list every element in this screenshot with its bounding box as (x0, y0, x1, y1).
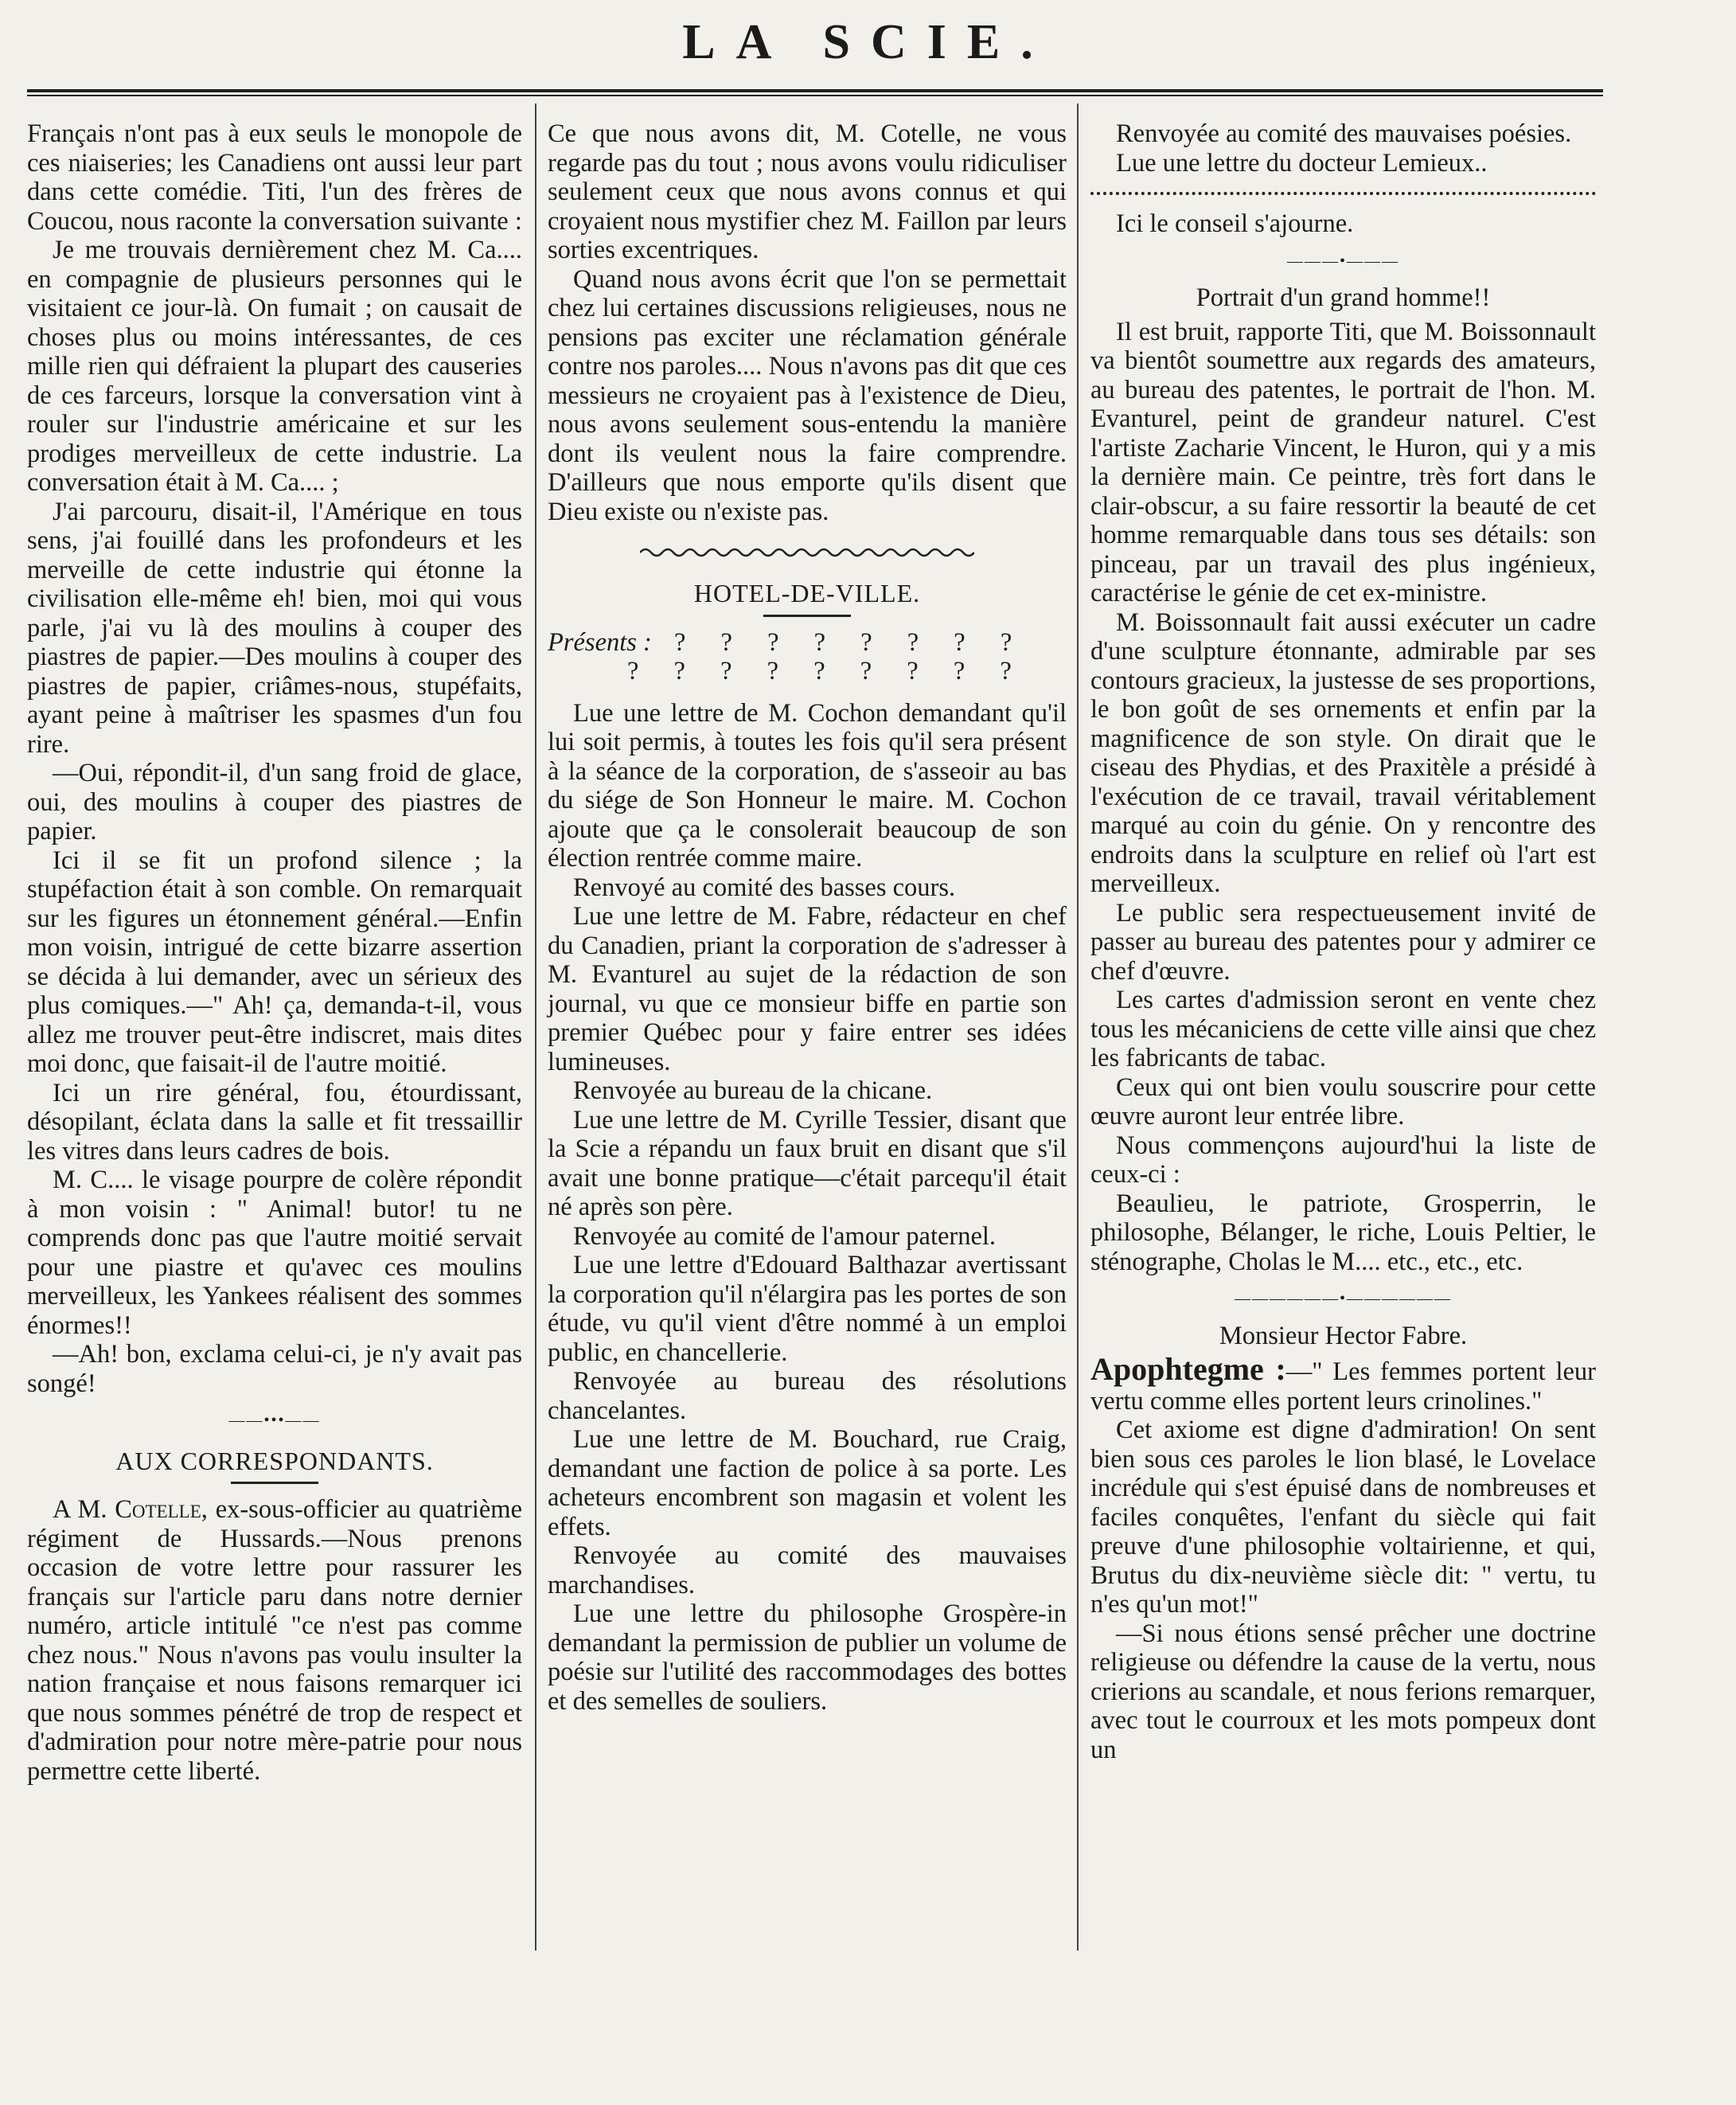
paragraph: Les cartes d'admission seront en vente chez tous les mécaniciens de cette ville ainsi que chez les fabricants de tabac. (1090, 986, 1596, 1072)
section-heading: Portrait d'un grand homme!! (1196, 283, 1491, 312)
paragraph: —Ah! bon, exclama celui-ci, je n'y avait pas songé! (27, 1340, 522, 1398)
presents-line: ? ? ? ? ? ? ? ? ? (627, 657, 1026, 685)
section-heading: Monsieur Hector Fabre. (1219, 1321, 1468, 1350)
paragraph: J'ai parcouru, disait-il, l'Amérique en tous sens, j'ai fouillé dans les profondeurs et les merveille de cette industrie qui étonne la civilisation elle-même eh! bien, moi qui vous parle, j'ai vu là des moulins à couper des piastres de papier.—Des moulins à couper des piastres de papier, criâmes-nous, stupéfaits, ayant peine à maîtriser les spasmes d'un fou rire. (27, 497, 522, 759)
wavy-divider (640, 545, 974, 560)
paragraph: Ceux qui ont bien voulu souscrire pour cette œuvre auront leur entrée libre. (1090, 1072, 1596, 1131)
ornament-divider: ———•——— (1286, 252, 1399, 270)
masthead-title: LA SCIE. (682, 15, 1054, 69)
paragraph: Renvoyée au bureau de la chicane. (573, 1076, 933, 1105)
paragraph: Ce que nous avons dit, M. Cotelle, ne vous regarde pas du tout ; nous avons voulu ridiculiser seulement ceux que nous avons connus et qui croyaient nous mystifier chez M. Faillon par leurs sorties excentriques. (548, 119, 1067, 264)
section-heading: HOTEL-DE-VILLE. (693, 579, 921, 607)
paragraph: Renvoyée au comité des mauvaises marchandises. (548, 1541, 1067, 1599)
paragraph: Ici le conseil s'ajourne. (1116, 209, 1354, 238)
paragraph: Lue une lettre du docteur Lemieux.. (1116, 148, 1488, 178)
paragraph: Lue une lettre de M. Bouchard, rue Craig, demandant une faction de police à sa porte. Les acheteurs encombrent son magasin et volent les effets. (548, 1425, 1067, 1541)
paragraph: Français n'ont pas à eux seuls le monopole de ces niaiseries; les Canadiens ont aussi leur part dans cette comédie. Titi, l'un des frères de Coucou, nous raconte la conversation suivante : (27, 119, 522, 236)
paragraph: —Oui, répondit-il, d'un sang froid de glace, oui, des moulins à couper des piastres de papier. (27, 759, 522, 846)
ornament-divider: ——•••—— (228, 1412, 321, 1429)
paragraph: Cet axiome est digne d'admiration! On sent bien sous ces paroles le lion blasé, le Lovelace incrédule qui s'est épuisé dans de nombreuses et faciles conquêtes, l'enfant du siècle qui fait preuve d'une philosophie voltairienne, et qui, Brutus du dix-neuvième siècle dit: " vertu, tu n'es qu'un mot!" (1090, 1416, 1596, 1619)
paragraph: Je me trouvais dernièrement chez M. Ca.... en compagnie de plusieurs personnes qui le visitaient ce jour-là. On fumait ; on causait de choses plus ou moins intéressantes, de ces mille rien qui défraient la plupart des causeries de ces farceurs, lorsque la conversation vint à rouler sur l'industrie américaine et sur les prodiges merveilleux de cette industrie. La conversation était à M. Ca.... ; (27, 236, 522, 497)
paragraph: Renvoyé au comité des basses cours. (573, 873, 956, 902)
dotted-rule (1090, 192, 1596, 195)
paragraph: Lue une lettre de M. Fabre, rédacteur en chef du Canadien, priant la corporation de s'adresser à M. Evanturel au sujet de la rédaction de son journal, vu que ce monsieur biffe en partie son premier Québec pour y faire entrer ses idées lumineuses. (548, 902, 1067, 1076)
paragraph: A M. Cotelle, ex-sous-officier au quatrième régiment de Hussards.—Nous prenons occasion de votre lettre pour rassurer les français sur l'article paru dans notre dernier numéro, article intitulé "ce n'est pas comme chez nous." Nous n'avons pas voulu insulter la nation française et nous faisons remarquer ici que nous sommes pénétré de trop de respect et d'admiration pour notre mère-patrie pour nous permettre cette liberté. (27, 1495, 522, 1786)
section-heading: AUX CORRESPONDANTS. (115, 1446, 434, 1475)
paragraph: Ici un rire général, fou, étourdissant, désopilant, éclata dans la salle et fit tressaillir les vitres dans leurs cadres de bois. (27, 1078, 522, 1166)
short-rule (231, 1482, 318, 1484)
paragraph: Lue une lettre de M. Cyrille Tessier, disant que la Scie a répandu un faux bruit en disant que s'il avait une bonne pratique—c'était parcequ'il était né après son père. (548, 1105, 1067, 1221)
masthead-rule (27, 89, 1603, 96)
addressee-name: A M. Cotelle, (53, 1495, 208, 1524)
paragraph: M. C.... le visage pourpre de colère répondit à mon voisin : " Animal! butor! tu ne comprends donc pas que l'autre moitié servait pour une piastre et qu'avec ces moulins merveilleux, les Yankees réalisent des sommes énormes!! (27, 1166, 522, 1340)
paragraph: Il est bruit, rapporte Titi, que M. Boissonnault va bientôt soumettre aux regards des amateurs, au bureau des patentes, le portrait de l'hon. M. Evanturel, peint de grandeur naturel. C'est l'artiste Zacharie Vincent, le Huron, qui y a mis la dernière main. Ce peintre, très fort dans le clair-obscur, a su faire ressortir la beauté de cet homme remarquable dans tous ses détails: son pinceau, par un travail des plus ingénieux, caractérise le génie de cet ex-ministre. (1090, 317, 1596, 607)
column-divider (1077, 103, 1079, 1951)
column-2 (548, 119, 1067, 1716)
paragraph: Lue une lettre d'Edouard Balthazar avertissant la corporation qu'il n'élargira pas les portes de son étude, vu qu'il vient d'être nommé à un emploi public, en chancellerie. (548, 1251, 1067, 1367)
paragraph: Renvoyée au bureau des résolutions chancelantes. (548, 1367, 1067, 1425)
lead-word: Apophtegme : (1090, 1351, 1286, 1387)
presents-line: Présents : ? ? ? ? ? ? ? ? (548, 627, 1027, 657)
paragraph: Renvoyée au comité de l'amour paternel. (573, 1221, 997, 1251)
presents-label: Présents : (548, 627, 652, 657)
paragraph: Nous commençons aujourd'hui la liste de ceux-ci : (1090, 1131, 1596, 1189)
paragraph: Lue une lettre du philosophe Grospère-in demandant la permission de publier un volume de poésie sur l'utilité des raccommodages des bottes et des semelles de souliers. (548, 1599, 1067, 1716)
paragraph: Beaulieu, le patriote, Grosperrin, le philosophe, Bélanger, le riche, Louis Peltier, le sténographe, Cholas le M.... etc., etc., etc. (1090, 1189, 1596, 1276)
short-rule (763, 615, 851, 617)
paragraph: Lue une lettre de M. Cochon demandant qu'il lui soit permis, à toutes les fois qu'il sera présent à la séance de la corporation, de s'asseoir au bas du siége de Son Honneur le maire. M. Cochon ajoute que ça le consolerait beaucoup de son élection rentrée comme maire. (548, 698, 1067, 873)
paragraph: M. Boissonnault fait aussi exécuter un cadre d'une sculpture étonnante, admirable par ses contours gracieux, la justesse de ses proportions, le bon goût de ses ornements et enfin par la magnificence de son style. On dirait que le ciseau des Phydias, et des Praxitèle a présidé à l'exécution de ce travail, travail véritablement marqué au coin du génie. On y rencontre des endroits dans la sculpture en relief où l'art est merveilleux. (1090, 607, 1596, 898)
paragraph: Le public sera respectueusement invité de passer au bureau des patentes pour y admirer ce chef d'œuvre. (1090, 898, 1596, 986)
paragraph: Quand nous avons écrit que l'on se permettait chez lui certaines discussions religieuses, nous ne pensions pas exciter une réclamation générale contre nos paroles.... Nous n'avons pas dit que ces messieurs ne croyaient pas à l'existence de Dieu, nous avons seulement sous-entendu la manière dont ils veulent nous la faire comprendre. D'ailleurs que nous emporte qu'ils disent que Dieu existe ou n'existe pas. (548, 264, 1067, 526)
paragraph: Renvoyée au comité des mauvaises poésies. (1116, 119, 1572, 148)
column-1 (27, 119, 522, 1786)
paragraph: Ici il se fit un profond silence ; la stupéfaction était à son comble. On remarquait sur les figures un étonnement général.—Enfin mon voisin, intrigué de cette bizarre assertion se décida à lui demander, avec un sérieux des plus comiques.—" Ah! ça, demanda-t-il, vous allez me trouver peut-être indiscret, mais dites moi donc, que faisait-il de l'autre moitié. (27, 846, 522, 1078)
column-divider (535, 103, 536, 1951)
paragraph: —Si nous étions sensé prêcher une doctrine religieuse ou défendre la cause de la vertu, nous crierions au scandale, et nous ferions remarquer, avec tout le courroux et les mots pompeux dont un (1090, 1619, 1596, 1764)
ornament-divider: ——————•—————— (1234, 1290, 1452, 1307)
column-3 (1090, 119, 1596, 1764)
paragraph: Apophtegme :—" Les femmes portent leur vertu comme elles portent leurs crinolines." (1090, 1351, 1597, 1416)
